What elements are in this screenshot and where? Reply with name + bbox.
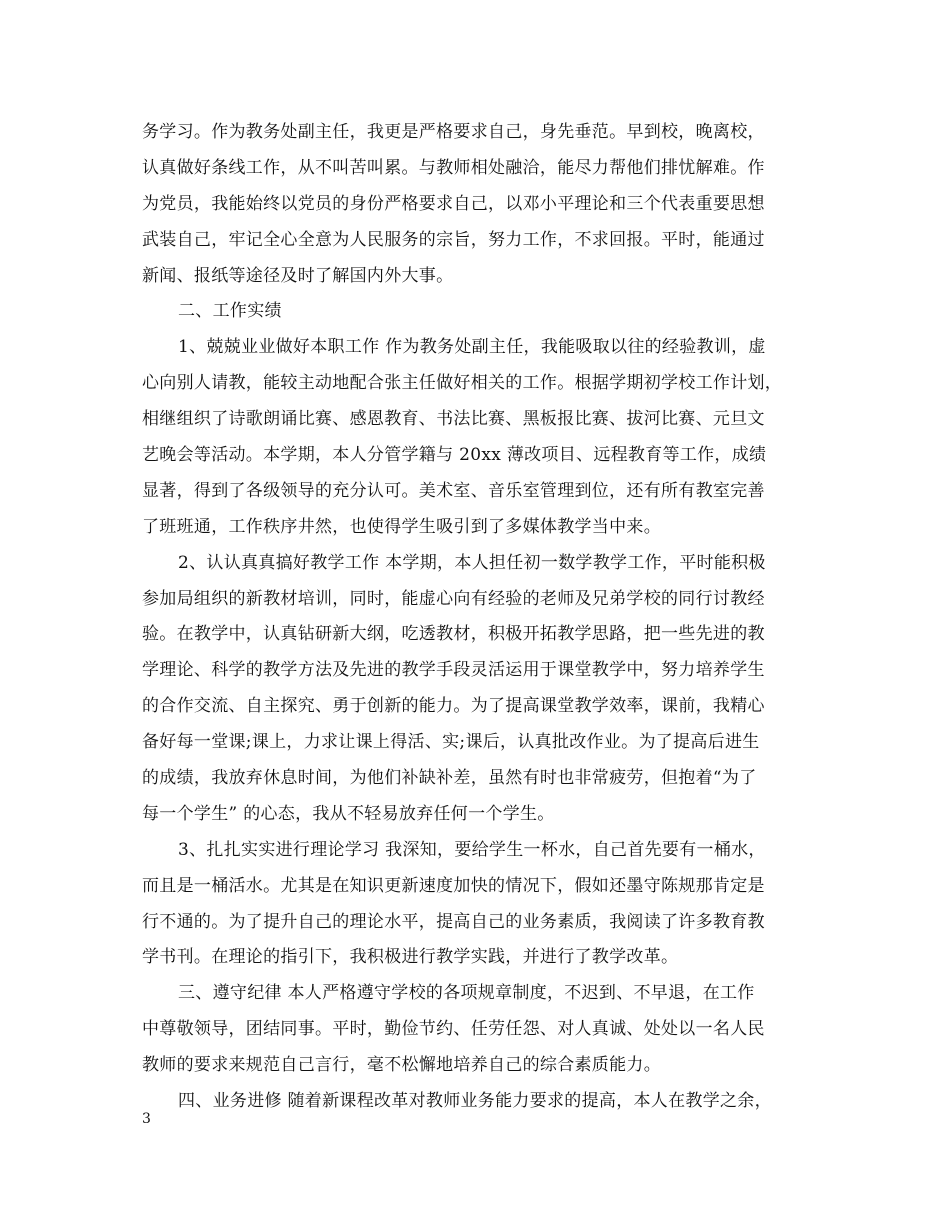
text-line: 而且是一桶活水。尤其是在知识更新速度加快的情况下，假如还墨守陈规那肯定是 xyxy=(142,875,765,896)
text-line: 教师的要求来规范自己言行，毫不松懈地培养自己的综合素质能力。 xyxy=(142,1055,661,1076)
text-line: 2、认认真真搞好教学工作 本学期，本人担任初一数学教学工作，平时能积极 xyxy=(178,552,766,573)
text-line: 的合作交流、自主探究、勇于创新的能力。为了提高课堂教学效率，课前，我精心 xyxy=(142,696,765,717)
text-line: 验。在教学中，认真钻研新大纲，吃透教材，积极开拓教学思路，把一些先进的教 xyxy=(142,624,765,645)
text-line: 武装自己，牢记全心全意为人民服务的宗旨，努力工作，不求回报。平时，能通过 xyxy=(142,229,765,250)
text-line: 了班班通，工作秩序井然，也使得学生吸引到了多媒体教学当中来。 xyxy=(142,516,661,537)
text-line: 相继组织了诗歌朗诵比赛、感恩教育、书法比赛、黑板报比赛、拔河比赛、元旦文 xyxy=(142,409,765,430)
text-line: 三、遵守纪律 本人严格遵守学校的各项规章制度，不迟到、不早退，在工作 xyxy=(178,983,755,1004)
text-line: 显著，得到了各级领导的充分认可。美术室、音乐室管理到位，还有所有教室完善 xyxy=(142,480,765,501)
text-line: 务学习。作为教务处副主任，我更是严格要求自己，身先垂范。早到校，晚离校， xyxy=(142,122,765,142)
text-line: 参加局组织的新教材培训，同时，能虚心向有经验的老师及兄弟学校的同行讨教经 xyxy=(142,588,765,609)
text-line: 中尊敬领导，团结同事。平时，勤俭节约、任劳任怨、对人真诚、处处以一名人民 xyxy=(142,1019,765,1040)
text-line: 学书刊。在理论的指引下，我积极进行教学实践，并进行了教学改革。 xyxy=(142,947,679,968)
text-line: 的成绩，我放弃休息时间，为他们补缺补差，虽然有时也非常疲劳，但抱着“为了 xyxy=(142,768,757,789)
text-line: 四、业务进修 随着新课程改革对教师业务能力要求的提高，本人在教学之余， xyxy=(178,1091,772,1112)
text-line: 3、扎扎实实进行理论学习 我深知，要给学生一杯水，自己首先要有一桶水， xyxy=(178,839,766,860)
text-line: 认真做好条线工作，从不叫苦叫累。与教师相处融洽，能尽力帮他们排忧解难。作 xyxy=(142,157,765,178)
text-line: 学理论、科学的教学方法及先进的教学手段灵活运用于课堂教学中，努力培养学生 xyxy=(142,660,765,681)
text-line: 新闻、报纸等途径及时了解国内外大事。 xyxy=(142,265,454,286)
text-line: 艺晚会等活动。本学期，本人分管学籍与 20xx 薄改项目、远程教育等工作，成绩 xyxy=(142,445,767,466)
text-line: 行不通的。为了提升自己的理论水平，提高自己的业务素质，我阅读了许多教育教 xyxy=(142,911,765,932)
text-line: 为党员，我能始终以党员的身份严格要求自己，以邓小平理论和三个代表重要思想 xyxy=(142,193,765,214)
text-line: 心向别人请教，能较主动地配合张主任做好相关的工作。根据学期初学校工作计划， xyxy=(142,373,783,394)
text-line: 每一个学生” 的心态，我从不轻易放弃任何一个学生。 xyxy=(142,803,555,824)
page-number: 3 xyxy=(142,1111,151,1127)
body-text xyxy=(142,115,822,1120)
text-line: 二、工作实绩 xyxy=(178,301,282,322)
text-line: 备好每一堂课;课上，力求让课上得活、实;课后，认真批改作业。为了提高后进生 xyxy=(142,732,760,753)
text-line: 1、兢兢业业做好本职工作 作为教务处副主任，我能吸取以往的经验教训，虚 xyxy=(178,337,766,358)
